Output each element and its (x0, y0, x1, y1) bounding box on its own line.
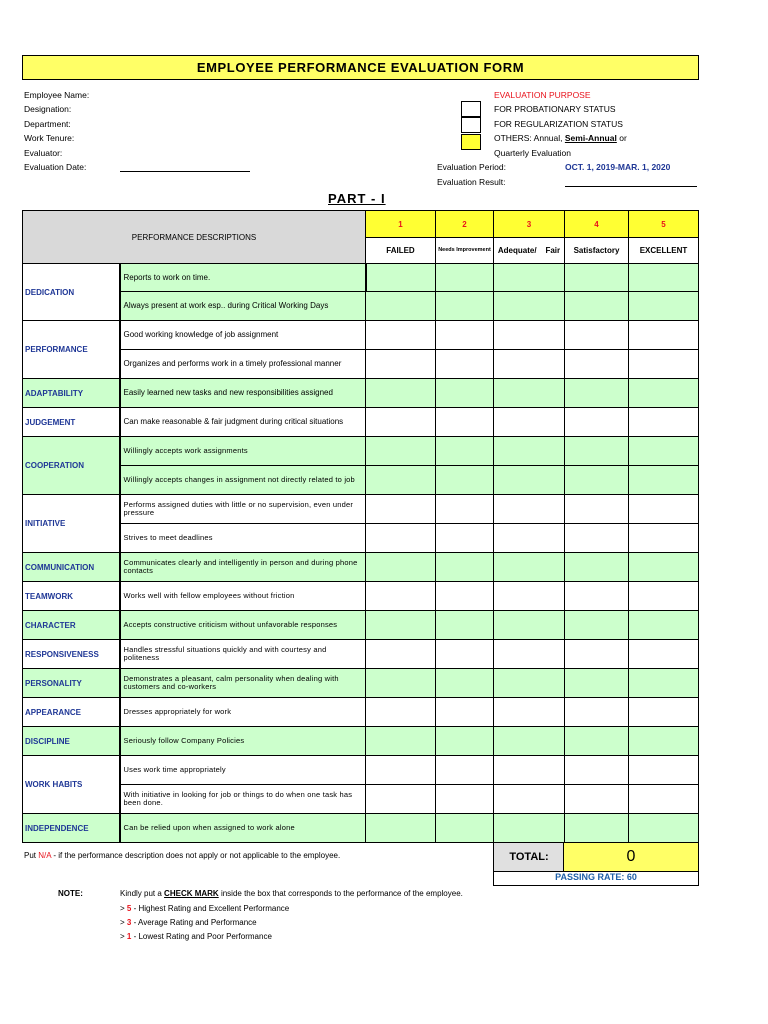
table-row (23, 321, 699, 350)
rating-cell[interactable] (366, 669, 436, 698)
rating-4-label: Satisfactory (565, 238, 629, 264)
rating-cell[interactable] (629, 437, 699, 466)
note-text (120, 889, 463, 898)
others-semi-annual: Semi-Annual (564, 133, 617, 143)
table-row (23, 350, 699, 379)
department-label: Department: (24, 119, 71, 129)
rating-cell[interactable] (629, 292, 699, 321)
category-personality: PERSONALITY (23, 669, 120, 698)
note-item-text: - Lowest Rating and Poor Performance (133, 932, 272, 941)
rating-cell[interactable] (565, 321, 629, 350)
rating-cell[interactable] (629, 785, 699, 814)
employee-name-label: Employee Name: (24, 90, 90, 100)
evaluation-date-label: Evaluation Date: (24, 162, 87, 172)
note-item: > 5 - Highest Rating and Excellent Performance (120, 904, 290, 913)
rating-cell[interactable] (565, 495, 629, 524)
row-description: Can make reasonable & fair judgment during critical situations (120, 408, 366, 437)
rating-cell[interactable] (494, 785, 565, 814)
rating-cell[interactable] (494, 640, 565, 669)
rating-cell[interactable] (494, 292, 565, 321)
table-row (23, 408, 699, 437)
rating-cell[interactable] (494, 524, 565, 553)
table-row (23, 466, 699, 495)
rating-cell[interactable] (565, 379, 629, 408)
row-description: Works well with fellow employees without friction (120, 582, 366, 611)
rating-cell[interactable] (366, 611, 436, 640)
rating-1-number: 1 (366, 211, 436, 238)
rating-number-row (23, 211, 699, 238)
row-description: Demonstrates a pleasant, calm personality when dealing with customers and co-workers (120, 669, 366, 698)
na-note (24, 851, 340, 860)
category-teamwork: TEAMWORK (23, 582, 120, 611)
note-item: > 3 - Average Rating and Performance (120, 918, 257, 927)
rating-cell[interactable] (366, 379, 436, 408)
note-suffix: inside the box that corresponds to the performance of the employee. (220, 889, 463, 898)
rating-cell[interactable] (494, 727, 565, 756)
rating-cell[interactable] (366, 321, 436, 350)
rating-cell[interactable] (565, 698, 629, 727)
rating-cell[interactable] (494, 321, 565, 350)
table-row (23, 611, 699, 640)
total-label: TOTAL: (493, 842, 565, 872)
rating-cell[interactable] (494, 495, 565, 524)
category-communication: COMMUNICATION (23, 553, 120, 582)
rating-cell[interactable] (494, 814, 565, 843)
table-row (23, 814, 699, 843)
category-adaptability: ADAPTABILITY (23, 379, 120, 408)
row-description: Performs assigned duties with little or no supervision, even under pressure (120, 495, 366, 524)
rating-cell[interactable] (436, 553, 494, 582)
table-row (23, 640, 699, 669)
rating-cell[interactable] (629, 698, 699, 727)
note-label: NOTE: (58, 889, 83, 898)
rating-cell[interactable] (494, 756, 565, 785)
rating-cell[interactable] (494, 350, 565, 379)
row-description: Easily learned new tasks and new responsibilities assigned (120, 379, 366, 408)
table-row (23, 379, 699, 408)
table-row (23, 698, 699, 727)
rating-cell[interactable] (366, 495, 436, 524)
rating-cell[interactable] (436, 264, 494, 292)
rating-3-number: 3 (494, 211, 565, 238)
rating-cell[interactable] (629, 756, 699, 785)
na-text: N/A (38, 851, 52, 860)
category-independence: INDEPENDENCE (23, 814, 120, 843)
category-discipline: DISCIPLINE (23, 727, 120, 756)
rating-cell[interactable] (629, 553, 699, 582)
regularization-label: FOR REGULARIZATION STATUS (494, 119, 623, 129)
rating-cell[interactable] (436, 698, 494, 727)
rating-cell[interactable] (629, 321, 699, 350)
rating-cell[interactable] (565, 785, 629, 814)
rating-1-label: FAILED (366, 238, 436, 264)
rating-cell[interactable] (494, 698, 565, 727)
rating-cell[interactable] (366, 756, 436, 785)
category-performance: PERFORMANCE (23, 321, 120, 379)
note-item-text: - Average Rating and Performance (133, 918, 257, 927)
evaluation-period-label: Evaluation Period: (437, 162, 506, 172)
table-row (23, 495, 699, 524)
rating-cell[interactable] (565, 524, 629, 553)
row-description: Accepts constructive criticism without unfavorable responses (120, 611, 366, 640)
rating-cell[interactable] (565, 727, 629, 756)
category-cooperation: COOPERATION (23, 437, 120, 495)
table-row (23, 669, 699, 698)
table-row (23, 437, 699, 466)
rating-cell[interactable] (436, 785, 494, 814)
row-description: Organizes and performs work in a timely professional manner (120, 350, 366, 379)
note-item: > 1 - Lowest Rating and Poor Performance (120, 932, 272, 941)
rating-cell[interactable] (629, 727, 699, 756)
row-description: Always present at work esp.. during Critical Working Days (120, 292, 366, 321)
rating-cell[interactable] (436, 495, 494, 524)
row-description: Can be relied upon when assigned to work alone (120, 814, 366, 843)
rating-cell[interactable] (629, 814, 699, 843)
na-suffix: - if the performance description does not apply or not applicable to the employee. (53, 851, 341, 860)
probationary-label: FOR PROBATIONARY STATUS (494, 104, 616, 114)
evaluation-purpose-heading: EVALUATION PURPOSE (494, 90, 591, 100)
rating-cell[interactable] (565, 640, 629, 669)
row-description: Reports to work on time. (120, 264, 366, 292)
row-description: Handles stressful situations quickly and with courtesy and politeness (120, 640, 366, 669)
category-initiative: INITIATIVE (23, 495, 120, 553)
rating-cell[interactable] (366, 524, 436, 553)
table-row (23, 524, 699, 553)
category-appearance: APPEARANCE (23, 698, 120, 727)
rating-cell[interactable] (366, 553, 436, 582)
rating-cell[interactable] (436, 466, 494, 495)
rating-cell[interactable] (366, 408, 436, 437)
rating-4-number: 4 (565, 211, 629, 238)
rating-cell[interactable] (629, 669, 699, 698)
evaluation-period-value: OCT. 1, 2019-MAR. 1, 2020 (565, 162, 671, 172)
rating-cell[interactable] (565, 582, 629, 611)
passing-rate: PASSING RATE: 60 (493, 870, 699, 886)
rating-cell[interactable] (565, 264, 629, 292)
rating-cell[interactable] (565, 292, 629, 321)
rating-cell[interactable] (494, 553, 565, 582)
rating-cell[interactable] (494, 264, 565, 292)
category-judgement: JUDGEMENT (23, 408, 120, 437)
rating-cell[interactable] (366, 292, 436, 321)
rating-cell[interactable] (494, 669, 565, 698)
rating-5-label: EXCELLENT (629, 238, 699, 264)
rating-cell[interactable] (366, 785, 436, 814)
rating-cell[interactable] (436, 524, 494, 553)
rating-cell[interactable] (436, 350, 494, 379)
table-row (23, 727, 699, 756)
na-prefix: Put (24, 851, 37, 860)
evaluator-label: Evaluator: (24, 148, 63, 158)
table-row (23, 756, 699, 785)
rating-cell[interactable] (494, 408, 565, 437)
table-row (23, 582, 699, 611)
note-item-number: 5 (126, 904, 132, 913)
category-dedication: DEDICATION (23, 264, 120, 321)
row-description: Good working knowledge of job assignment (120, 321, 366, 350)
rating-cell[interactable] (366, 698, 436, 727)
rating-cell[interactable] (436, 379, 494, 408)
rating-cell[interactable] (366, 350, 436, 379)
check-mark-text: CHECK MARK (164, 889, 219, 898)
rating-cell[interactable] (565, 350, 629, 379)
rating-cell[interactable] (494, 611, 565, 640)
evaluation-result-label: Evaluation Result: (437, 177, 506, 187)
table-row (23, 264, 699, 292)
rating-cell[interactable] (366, 814, 436, 843)
total-value: 0 (563, 842, 699, 872)
rating-cell[interactable] (629, 408, 699, 437)
rating-cell[interactable] (565, 553, 629, 582)
others-prefix: OTHERS: Annual, (494, 133, 563, 143)
row-description: Seriously follow Company Policies (120, 727, 366, 756)
rating-cell[interactable] (366, 264, 436, 292)
evaluation-table (22, 210, 699, 843)
row-description: Communicates clearly and intelligently in person and during phone contacts (120, 553, 366, 582)
rating-cell[interactable] (629, 495, 699, 524)
rating-cell[interactable] (629, 524, 699, 553)
others-line2: Quarterly Evaluation (494, 148, 572, 158)
designation-label: Designation: (24, 104, 72, 114)
note-item-text: - Highest Rating and Excellent Performance (133, 904, 290, 913)
rating-cell[interactable] (494, 437, 565, 466)
row-description: Strives to meet deadlines (120, 524, 366, 553)
rating-cell[interactable] (565, 437, 629, 466)
note-prefix: Kindly put a (120, 889, 162, 898)
note-item-number: 1 (126, 932, 132, 941)
rating-cell[interactable] (565, 669, 629, 698)
rating-cell[interactable] (366, 466, 436, 495)
rating-cell[interactable] (436, 437, 494, 466)
rating-2-number: 2 (436, 211, 494, 238)
rating-cell[interactable] (366, 727, 436, 756)
rating-cell[interactable] (494, 582, 565, 611)
rating-cell[interactable] (366, 582, 436, 611)
rating-cell[interactable] (436, 756, 494, 785)
table-row (23, 553, 699, 582)
category-character: CHARACTER (23, 611, 120, 640)
rating-3-label: Adequate/ Fair (494, 238, 565, 264)
rating-cell[interactable] (366, 640, 436, 669)
rating-cell[interactable] (565, 408, 629, 437)
table-row (23, 292, 699, 321)
form-title: EMPLOYEE PERFORMANCE EVALUATION FORM (22, 55, 699, 80)
rating-5-number: 5 (629, 211, 699, 238)
rating-cell[interactable] (629, 264, 699, 292)
rating-cell[interactable] (565, 814, 629, 843)
evaluation-result-field[interactable] (565, 186, 697, 187)
evaluation-date-field[interactable] (120, 171, 250, 172)
rating-cell[interactable] (565, 756, 629, 785)
rating-cell[interactable] (366, 437, 436, 466)
rating-cell[interactable] (565, 611, 629, 640)
row-description: With initiative in looking for job or things to do when one task has been done. (120, 785, 366, 814)
rating-cell[interactable] (629, 582, 699, 611)
regularization-checkbox[interactable] (461, 117, 481, 133)
category-responsiveness: RESPONSIVENESS (23, 640, 120, 669)
others-suffix: or (619, 133, 627, 143)
table-row (23, 785, 699, 814)
rating-cell[interactable] (436, 814, 494, 843)
row-description: Willingly accepts work assignments (120, 437, 366, 466)
rating-cell[interactable] (494, 379, 565, 408)
rating-cell[interactable] (494, 466, 565, 495)
work-tenure-label: Work Tenure: (24, 133, 75, 143)
rating-cell[interactable] (629, 350, 699, 379)
rating-cell[interactable] (436, 582, 494, 611)
part-label: PART - I (328, 191, 386, 206)
row-description: Uses work time appropriately (120, 756, 366, 785)
others-label (494, 133, 627, 143)
rating-cell[interactable] (436, 321, 494, 350)
rating-cell[interactable] (436, 408, 494, 437)
rating-cell[interactable] (436, 292, 494, 321)
row-description: Dresses appropriately for work (120, 698, 366, 727)
category-work-habits: WORK HABITS (23, 756, 120, 814)
rating-cell[interactable] (436, 669, 494, 698)
rating-cell[interactable] (565, 466, 629, 495)
rating-2-label: Needs Improvement (436, 238, 494, 264)
row-description: Willingly accepts changes in assignment not directly related to job (120, 466, 366, 495)
rating-cell[interactable] (629, 466, 699, 495)
others-checkbox[interactable] (461, 134, 481, 150)
rating-cell[interactable] (436, 640, 494, 669)
rating-cell[interactable] (436, 727, 494, 756)
performance-descriptions-header: PERFORMANCE DESCRIPTIONS (23, 211, 366, 264)
rating-cell[interactable] (629, 611, 699, 640)
rating-cell[interactable] (629, 640, 699, 669)
note-item-number: 3 (126, 918, 132, 927)
probationary-checkbox[interactable] (461, 101, 481, 117)
rating-cell[interactable] (629, 379, 699, 408)
rating-cell[interactable] (436, 611, 494, 640)
